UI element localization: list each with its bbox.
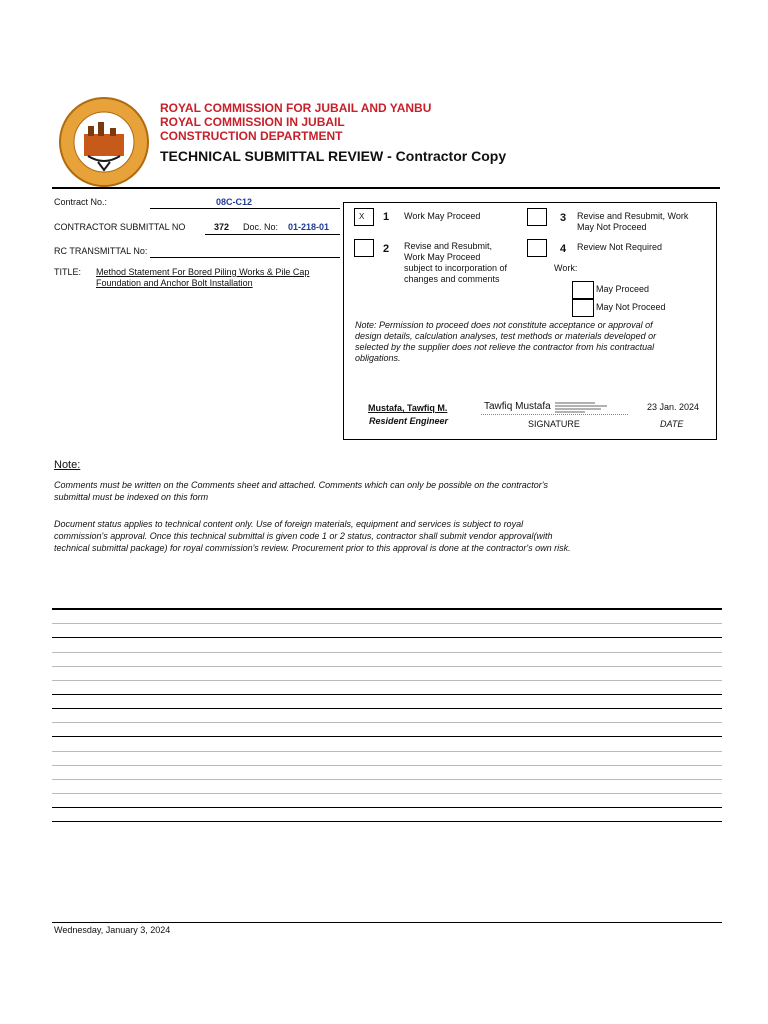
notes-para-1-line-2: submittal must be indexed on this form (54, 492, 209, 502)
notes-para-1-line-1: Comments must be written on the Comments sheet and attached. Comments which can only be possible on the contractor's (54, 480, 548, 490)
rc-transmittal-underline (150, 257, 340, 258)
work-label: Work: (554, 263, 578, 273)
notes-para-2-line-2: commission's approval. Once this technical submittal is given code 1 or 2 status, contractor shall submit vendor approval(with (54, 531, 553, 541)
comment-line (52, 623, 722, 624)
title-label: TITLE: (54, 267, 82, 277)
code-2-line-1: Revise and Resubmit, (404, 241, 493, 251)
contract-value: 08C-C12 (216, 197, 253, 207)
org-line-1: ROYAL COMMISSION FOR JUBAIL AND YANBU (160, 101, 432, 115)
royal-commission-logo (58, 96, 150, 188)
digital-signature-stamp (555, 400, 609, 412)
code-4-checkbox[interactable] (527, 239, 547, 257)
footer-date: Wednesday, January 3, 2024 (54, 925, 171, 935)
signature-underline (481, 414, 628, 415)
engineer-role: Resident Engineer (369, 416, 449, 426)
code-2-line-4: changes and comments (404, 274, 500, 284)
code-2-line-3: subject to incorporation of (404, 263, 508, 273)
submittal-label: CONTRACTOR SUBMITTAL NO (54, 222, 186, 232)
code-4-text: Review Not Required (577, 242, 663, 252)
signature-text: Tawfiq Mustafa (484, 401, 551, 412)
title-line-2: Foundation and Anchor Bolt Installation (96, 278, 253, 288)
code-1-check-mark: X (359, 212, 365, 221)
comment-line (52, 652, 722, 653)
notes-para-2-line-1: Document status applies to technical content only. Use of foreign materials, equipment and services is subject to royal (54, 519, 524, 529)
comment-line (52, 694, 722, 695)
may-proceed-checkbox[interactable] (572, 281, 594, 299)
comment-line (52, 722, 722, 723)
comment-line (52, 807, 722, 808)
comment-line (52, 793, 722, 794)
date-label: DATE (660, 419, 684, 429)
review-date: 23 Jan. 2024 (647, 402, 700, 412)
comment-line (52, 666, 722, 667)
code-2-checkbox[interactable] (354, 239, 374, 257)
comment-line-bottom (52, 821, 722, 822)
contract-label: Contract No.: (54, 197, 108, 207)
notes-heading: Note: (54, 459, 81, 471)
form-title: TECHNICAL SUBMITTAL REVIEW - Contractor Copy (160, 148, 507, 164)
doc-value: 01-218-01 (288, 222, 330, 232)
may-not-proceed-text: May Not Proceed (596, 302, 666, 312)
rc-transmittal-label: RC TRANSMITTAL No: (54, 246, 148, 256)
code-3-line-2: May Not Proceed (577, 222, 647, 232)
code-1-text: Work May Proceed (404, 211, 481, 221)
code-4-number: 4 (560, 243, 567, 255)
comment-line (52, 779, 722, 780)
comment-line (52, 751, 722, 752)
contract-underline (150, 208, 340, 209)
org-line-2: ROYAL COMMISSION IN JUBAIL (160, 115, 345, 129)
comment-line (52, 736, 722, 737)
code-1-number: 1 (383, 211, 390, 223)
may-not-proceed-checkbox[interactable] (572, 299, 594, 317)
code-2-line-2: Work May Proceed (404, 252, 481, 262)
permission-note-line-4: obligations. (355, 353, 401, 363)
code-3-line-1: Revise and Resubmit, Work (577, 211, 689, 221)
notes-para-2-line-3: technical submittal package) for royal commission's review. Procurement prior to this approval is done at the contractor's own risk. (54, 543, 571, 553)
code-3-number: 3 (560, 212, 567, 224)
comment-line (52, 708, 722, 709)
permission-note-line-1: Note: Permission to proceed does not constitute acceptance or approval of (355, 320, 653, 330)
code-3-checkbox[interactable] (527, 208, 547, 226)
code-1-checkbox[interactable] (354, 208, 374, 226)
permission-note-line-2: design details, calculation analyses, test methods or materials developed or (355, 331, 657, 341)
doc-label: Doc. No: (243, 222, 279, 232)
org-line-3: CONSTRUCTION DEPARTMENT (160, 129, 343, 143)
may-proceed-text: May Proceed (596, 284, 650, 294)
comment-line (52, 637, 722, 638)
engineer-name: Mustafa, Tawfiq M. (368, 403, 448, 413)
permission-note-line-3: selected by the supplier does not relieve the contractor from his contractual (355, 342, 655, 352)
comment-line-top (52, 608, 722, 610)
submittal-value: 372 (214, 222, 230, 232)
header-rule (52, 187, 720, 189)
comment-line (52, 680, 722, 681)
footer-rule (52, 922, 722, 923)
title-line-1: Method Statement For Bored Piling Works & Pile Cap (96, 267, 310, 277)
submittal-underline (205, 234, 340, 235)
comment-line (52, 765, 722, 766)
signature-label: SIGNATURE (528, 419, 580, 429)
code-2-number: 2 (383, 243, 390, 255)
